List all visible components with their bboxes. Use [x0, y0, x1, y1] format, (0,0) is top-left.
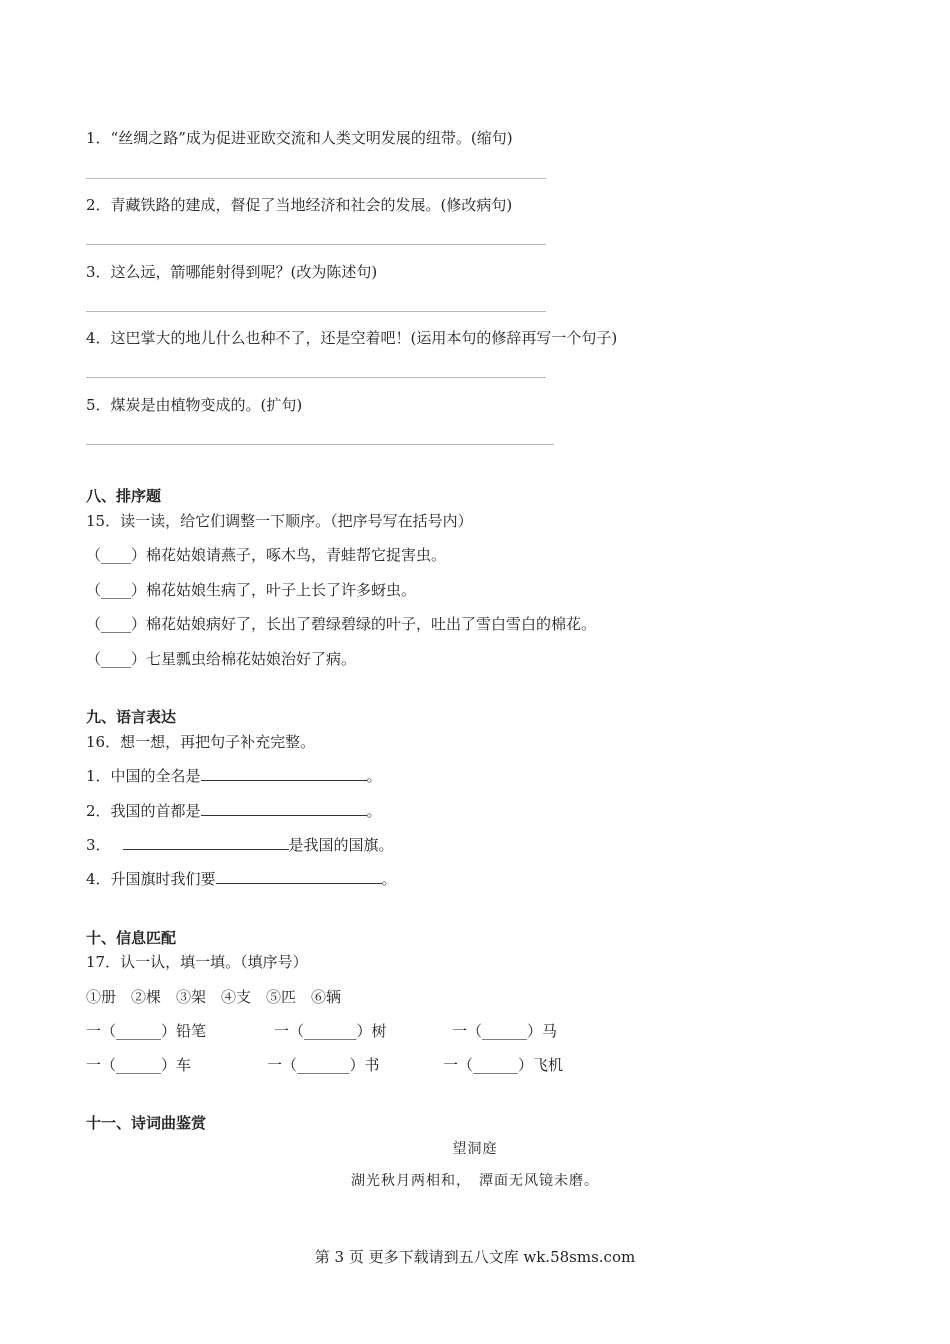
fill-item-2: 2．我国的首都是 。: [86, 802, 382, 820]
order-blank[interactable]: （____）: [86, 546, 147, 564]
exercise-item-1: 1．“丝绸之路”成为促进亚欧交流和人类文明发展的纽带。(缩句): [86, 129, 513, 147]
sorting-item-1: （____）棉花姑娘请燕子，啄木鸟，青蛙帮它捉害虫。: [86, 546, 447, 564]
sorting-item-3: （____）棉花姑娘病好了，长出了碧绿碧绿的叶子，吐出了雪白雪白的棉花。: [86, 615, 597, 633]
answer-line-2[interactable]: [86, 244, 546, 245]
section-heading-poetry: 十一、诗词曲鉴赏: [86, 1114, 207, 1132]
fill-item-4: 4．升国旗时我们要 。: [86, 870, 397, 888]
poem-title: 望洞庭: [452, 1141, 498, 1157]
poem-line-1: 湖光秋月两相和， 潭面无风镜未磨。: [351, 1173, 599, 1189]
match-item-pencil[interactable]: 一（______）铅笔: [86, 1022, 207, 1040]
fill-blank[interactable]: [216, 869, 382, 884]
exercise-item-4: 4．这巴掌大的地儿什么也种不了，还是空着吧！(运用本句的修辞再写一个句子): [86, 329, 618, 347]
fill-item-1: 1．中国的全名是 。: [86, 767, 382, 785]
section-heading-sorting: 八、排序题: [86, 487, 162, 505]
match-item-plane[interactable]: 一（______）飞机: [443, 1056, 564, 1074]
match-item-car[interactable]: 一（______）车: [86, 1056, 192, 1074]
answer-line-3[interactable]: [86, 311, 546, 312]
question-17: 17．认一认，填一填。（填序号）: [86, 953, 308, 971]
match-item-horse[interactable]: 一（______）马: [452, 1022, 558, 1040]
question-16: 16．想一想，再把句子补充完整。: [86, 733, 316, 751]
page-footer: 第 3 页 更多下载请到五八文库 wk.58sms.com: [314, 1248, 636, 1266]
sorting-item-4: （____）七星瓢虫给棉花姑娘治好了病。: [86, 650, 357, 668]
exercise-item-5: 5．煤炭是由植物变成的。(扩句): [86, 396, 303, 414]
fill-blank[interactable]: [123, 835, 289, 850]
fill-blank[interactable]: [201, 766, 367, 781]
fill-blank[interactable]: [201, 801, 367, 816]
measure-word-options: ①册 ②棵 ③架 ④支 ⑤匹 ⑥辆: [86, 988, 342, 1006]
section-heading-matching: 十、信息匹配: [86, 929, 177, 947]
match-item-book[interactable]: 一（_______）书: [267, 1056, 380, 1074]
answer-line-4[interactable]: [86, 377, 546, 378]
order-blank[interactable]: （____）: [86, 650, 147, 668]
answer-line-1[interactable]: [86, 178, 546, 179]
exercise-item-3: 3．这么远，箭哪能射得到呢？(改为陈述句): [86, 263, 378, 281]
question-15: 15．读一读，给它们调整一下顺序。（把序号写在括号内）: [86, 512, 473, 530]
order-blank[interactable]: （____）: [86, 615, 147, 633]
exercise-item-2: 2．青藏铁路的建成，督促了当地经济和社会的发展。(修改病句): [86, 196, 513, 214]
section-heading-expression: 九、语言表达: [86, 708, 177, 726]
sorting-item-2: （____）棉花姑娘生病了，叶子上长了许多蚜虫。: [86, 581, 417, 599]
match-item-tree[interactable]: 一（_______）树: [274, 1022, 387, 1040]
order-blank[interactable]: （____）: [86, 581, 147, 599]
answer-line-5[interactable]: [86, 444, 554, 445]
fill-item-3: 3． 是我国的国旗。: [86, 836, 394, 854]
